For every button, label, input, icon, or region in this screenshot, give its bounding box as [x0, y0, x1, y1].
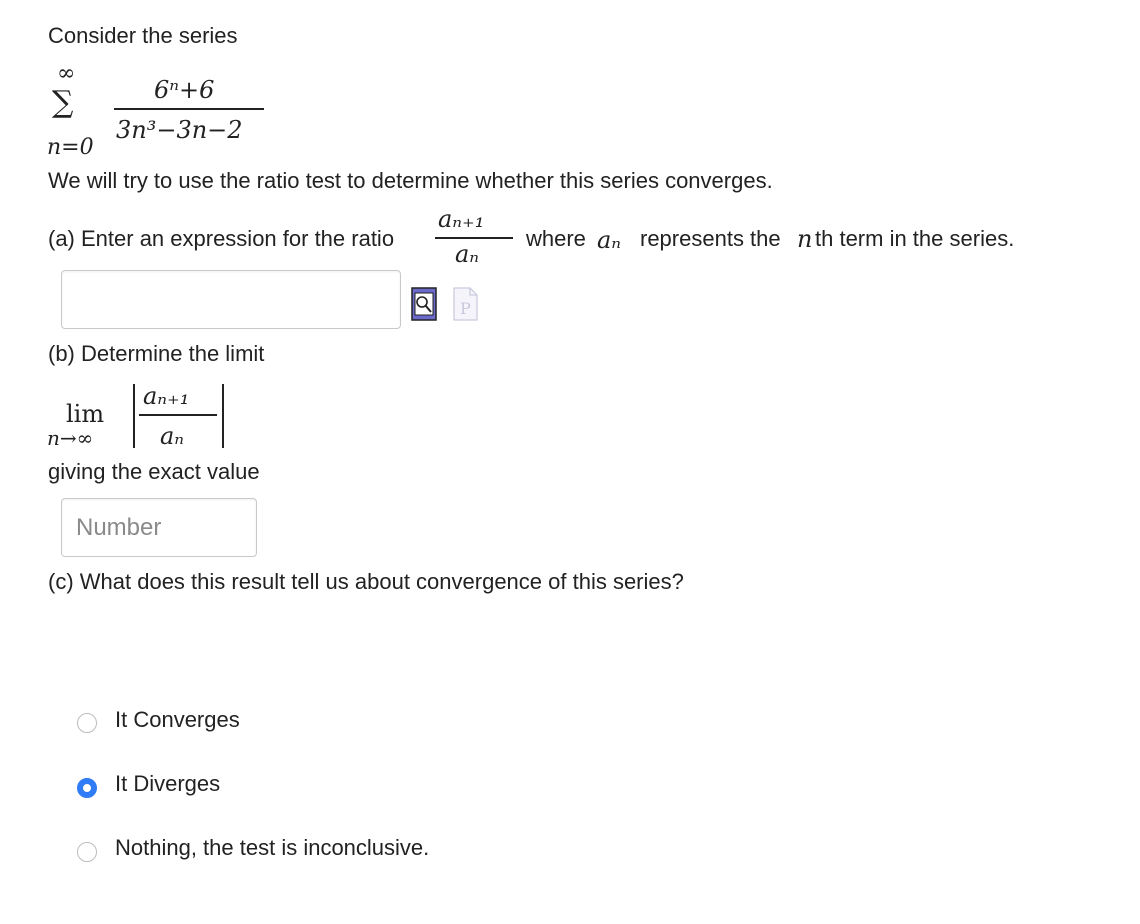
- radio-diverges[interactable]: [77, 778, 97, 798]
- sum-lower-limit: n=0: [47, 135, 94, 160]
- label-converges[interactable]: It Converges: [115, 707, 240, 732]
- limit-ratio-numerator: aₙ₊₁: [143, 382, 190, 410]
- label-diverges[interactable]: It Diverges: [115, 771, 221, 796]
- limit-ratio-denominator: aₙ: [160, 422, 185, 450]
- part-a-ratio-denominator: aₙ: [455, 240, 480, 268]
- part-a-where: where: [526, 226, 586, 251]
- svg-text:P: P: [460, 299, 471, 318]
- part-a-ratio-bar: [435, 237, 513, 239]
- lim-label: lim: [66, 400, 105, 428]
- series-fraction-bar: [114, 108, 264, 110]
- ratio-test-text: We will try to use the ratio test to determine whether this series converges.: [48, 168, 773, 193]
- abs-bar-right: [222, 384, 224, 448]
- label-inconclusive[interactable]: Nothing, the test is inconclusive.: [115, 835, 430, 860]
- part-a-answer-input[interactable]: [61, 270, 401, 329]
- intro-text: Consider the series: [48, 23, 238, 48]
- radio-inconclusive[interactable]: [77, 842, 97, 862]
- part-a-nth-symbol: n: [797, 225, 813, 253]
- giving-text: giving the exact value: [48, 459, 260, 484]
- part-a-represents: represents the: [640, 226, 781, 251]
- lim-subscript: n→∞: [47, 426, 94, 450]
- part-a-term-symbol: aₙ: [597, 226, 622, 254]
- equation-editor-icon[interactable]: [452, 287, 478, 321]
- series-numerator: 6ⁿ+6: [154, 76, 215, 104]
- series-denominator: 3n³−3n−2: [116, 116, 243, 144]
- part-b-number-input[interactable]: [61, 498, 257, 557]
- limit-ratio-bar: [139, 414, 217, 416]
- part-c-prompt: (c) What does this result tell us about convergence of this series?: [48, 569, 684, 594]
- part-a-ratio-numerator: aₙ₊₁: [438, 205, 485, 233]
- sum-symbol: ∑: [52, 85, 74, 120]
- part-b-prompt: (b) Determine the limit: [48, 341, 265, 366]
- abs-bar-left: [133, 384, 135, 448]
- part-a-prefix: (a) Enter an expression for the ratio: [48, 226, 395, 251]
- preview-icon[interactable]: [411, 287, 437, 321]
- sum-upper-limit: ∞: [57, 61, 76, 86]
- part-a-suffix: th term in the series.: [815, 226, 1015, 251]
- radio-converges[interactable]: [77, 713, 97, 733]
